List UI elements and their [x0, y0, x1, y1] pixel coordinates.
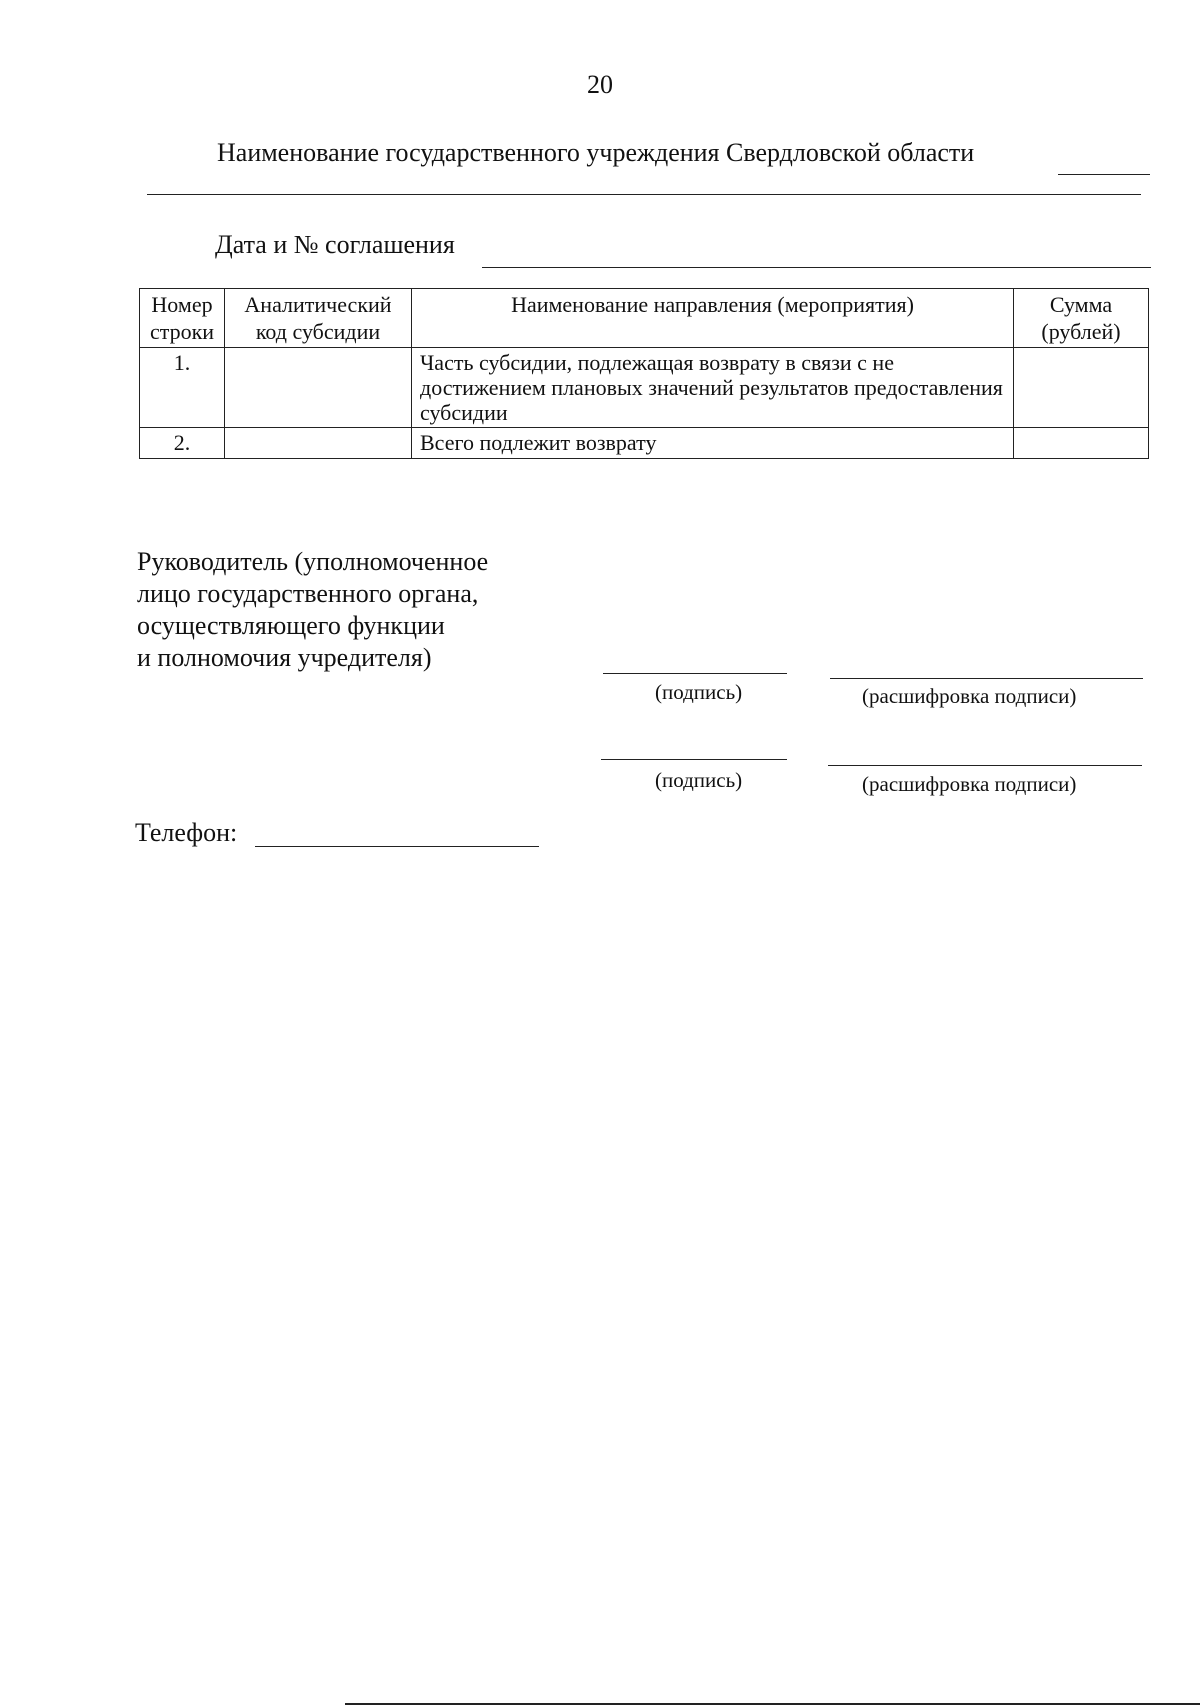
head-signatory-text [137, 546, 488, 674]
decoding-line [828, 765, 1142, 766]
decoding-label: (расшифровка подписи) [862, 684, 1077, 708]
institution-label: Наименование государственного учреждения Свердловской области [217, 138, 975, 167]
institution-blank-line [1058, 174, 1150, 175]
header-analytic-code: Аналитический код субсидии [225, 289, 412, 348]
header-amount: Сумма (рублей) [1014, 289, 1149, 348]
direction-cell: Часть субсидии, подлежащая возврату в связи с не достижением плановых значений результатов предоставления субсидии [412, 348, 1014, 428]
head-signatory-line: лицо государственного органа, [137, 579, 479, 608]
amount-cell [1014, 428, 1149, 459]
signature-label: (подпись) [655, 768, 743, 792]
phone-label: Телефон: [135, 818, 238, 847]
head-signatory-line: Руководитель (уполномоченное [137, 547, 489, 576]
signature-label: (подпись) [655, 680, 743, 704]
decoding-label: (расшифровка подписи) [862, 772, 1077, 796]
table-header-row [140, 289, 1149, 348]
decoding-line [830, 678, 1143, 679]
head-signatory-line: и полномочия учредителя) [137, 643, 432, 672]
table-row [140, 348, 1149, 428]
amount-cell [1014, 348, 1149, 428]
page-number: 20 [587, 70, 613, 99]
head-signatory-line: осуществляющего функции [137, 611, 445, 640]
row-number-cell: 2. [140, 428, 225, 459]
table-row [140, 428, 1149, 459]
code-cell [225, 348, 412, 428]
direction-cell: Всего подлежит возврату [412, 428, 1014, 459]
agreement-blank-line [482, 267, 1151, 268]
phone-blank-line [255, 846, 539, 847]
signature-line [603, 673, 787, 674]
refund-table [139, 288, 1149, 459]
header-row-number: Номер строки [140, 289, 225, 348]
agreement-label: Дата и № соглашения [215, 230, 455, 259]
header-direction: Наименование направления (мероприятия) [412, 289, 1014, 348]
scan-edge-line [345, 1703, 1200, 1705]
row-number-cell: 1. [140, 348, 225, 428]
signature-line [601, 759, 787, 760]
code-cell [225, 428, 412, 459]
institution-blank-line-2 [147, 194, 1141, 195]
